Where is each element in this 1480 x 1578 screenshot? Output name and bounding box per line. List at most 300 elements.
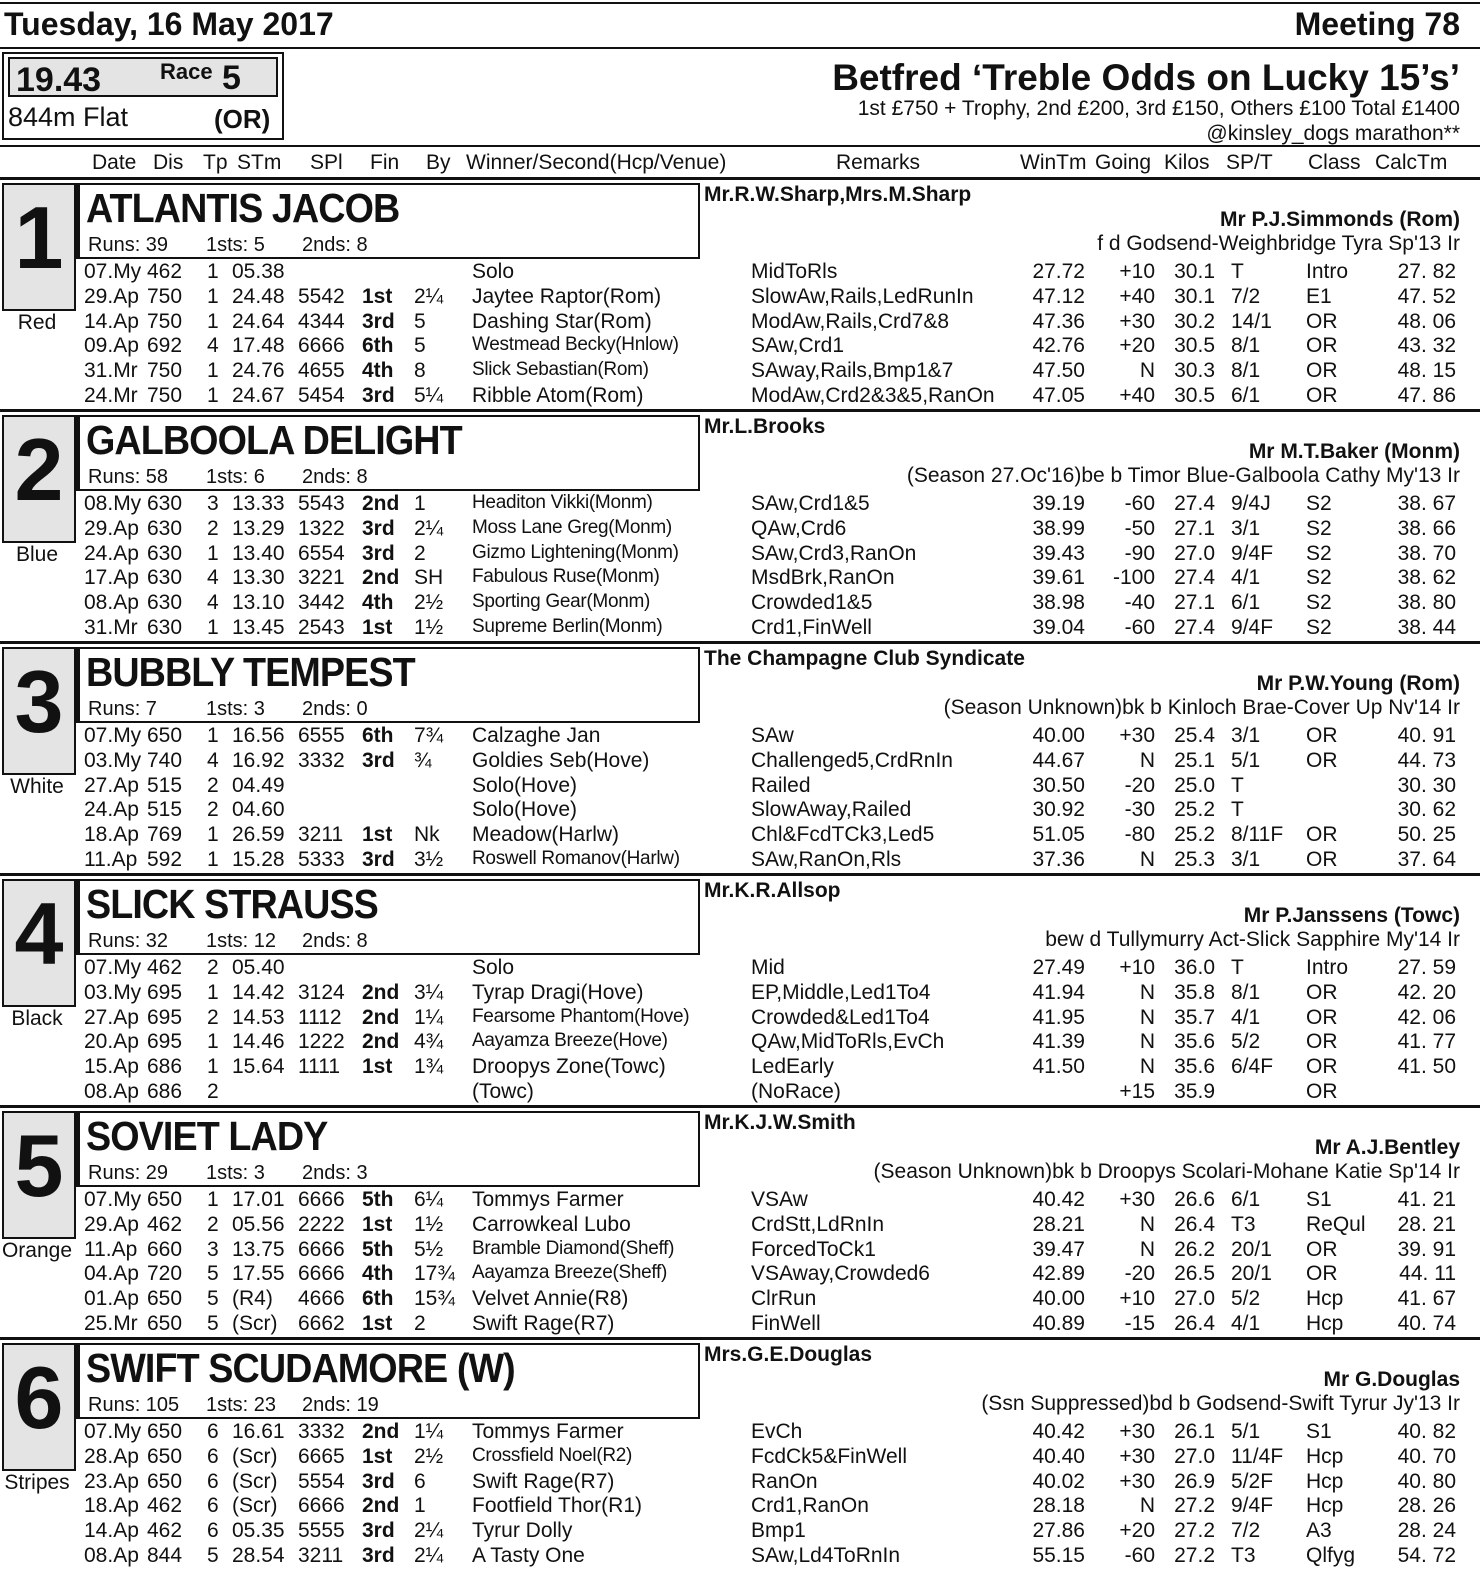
form-row (0, 1006, 1480, 1031)
form-sectional: 16.56 (232, 724, 285, 747)
form-wintime: 40.00 (1032, 1287, 1085, 1311)
form-date: 25.Mr (84, 1312, 138, 1335)
form-going: -40 (1124, 591, 1155, 615)
form-sectional: (R4) (232, 1287, 273, 1311)
form-split: 3332 (298, 748, 345, 772)
form-wintime: 51.05 (1032, 823, 1085, 847)
col-class: Class (1308, 151, 1361, 174)
runner-breeding: (Season 27.Oc'16)be b Timor Blue-Galboola Cathy My'13 Ir (906, 464, 1460, 487)
form-kilos: 25.1 (1174, 748, 1215, 772)
form-by: 17¾ (414, 1262, 455, 1286)
form-going: N (1139, 1237, 1155, 1261)
form-date: 18.Ap (84, 823, 139, 847)
form-kilos: 27.0 (1174, 1287, 1215, 1311)
race-time-box (8, 57, 278, 97)
form-by: 2¼ (414, 516, 444, 540)
top-rule (0, 2, 1480, 4)
form-remarks: Crowded&Led1To4 (751, 1005, 930, 1029)
form-class: Hcp (1306, 1494, 1344, 1518)
form-class: OR (1306, 309, 1338, 333)
form-calctime: 38. 44 (1397, 616, 1456, 639)
col-spt: SP/T (1226, 151, 1273, 174)
runner-seconds: 2nds: 3 (302, 1162, 368, 1184)
form-going: -80 (1124, 823, 1155, 847)
form-remarks: SAw,Ld4ToRnIn (751, 1544, 901, 1567)
form-row (0, 542, 1480, 567)
form-trap: 2 (207, 1212, 219, 1236)
form-row (0, 848, 1480, 873)
form-distance: 630 (147, 492, 183, 515)
form-kilos: 27.4 (1174, 616, 1215, 639)
form-sp: T (1231, 798, 1244, 822)
col-fin: Fin (370, 151, 400, 174)
form-row (0, 1055, 1480, 1080)
form-going: -20 (1124, 773, 1155, 797)
form-kilos: 30.1 (1174, 260, 1215, 283)
form-by: 2¼ (414, 284, 444, 308)
form-class: A3 (1306, 1519, 1332, 1543)
form-finish: 1st (362, 1444, 393, 1468)
runner-name-box (76, 183, 700, 259)
form-wintime: 41.94 (1032, 980, 1085, 1004)
form-remarks: FcdCk5&FinWell (751, 1444, 907, 1468)
form-wintime: 44.67 (1032, 748, 1085, 772)
form-date: 08.Ap (84, 1080, 139, 1103)
form-wintime: 28.18 (1032, 1494, 1085, 1518)
form-distance: 686 (147, 1055, 183, 1079)
form-kilos: 30.5 (1174, 334, 1215, 358)
form-sectional: 14.46 (232, 1030, 285, 1054)
form-date: 29.Ap (84, 1212, 139, 1236)
form-remarks: ClrRun (751, 1287, 817, 1311)
form-winner: Aayamza Breeze(Sheff) (472, 1262, 668, 1284)
form-kilos: 35.6 (1174, 1030, 1215, 1054)
form-sp: 5/2 (1231, 1287, 1261, 1311)
form-remarks: SAw (751, 724, 794, 747)
form-finish: 3rd (362, 1544, 395, 1567)
form-date: 31.Mr (84, 359, 138, 383)
form-wintime: 40.02 (1032, 1469, 1085, 1493)
form-going: -60 (1124, 492, 1155, 515)
form-wintime: 38.98 (1032, 591, 1085, 615)
form-wintime: 28.21 (1032, 1212, 1085, 1236)
runner-name: BUBBLY TEMPEST (86, 649, 415, 695)
form-calctime: 38. 70 (1397, 541, 1456, 565)
form-sectional: 04.60 (232, 798, 285, 822)
runner-trainer: Mr A.J.Bentley (1314, 1136, 1460, 1159)
form-winner: Gizmo Lightening(Monm) (472, 541, 679, 563)
form-sp: 8/1 (1231, 334, 1261, 358)
form-going: N (1139, 848, 1155, 871)
form-sp: 8/11F (1231, 823, 1284, 847)
form-kilos: 30.5 (1174, 384, 1215, 407)
form-sectional: 14.53 (232, 1005, 285, 1029)
runner-breeding: (Ssn Suppressed)bd b Godsend-Swift Tyrur Jy'13 Ir (981, 1392, 1460, 1415)
race-sponsor: @kinsley_dogs marathon** (1206, 122, 1460, 145)
form-distance: 592 (147, 848, 183, 871)
col-tp: Tp (203, 151, 228, 174)
form-class: OR (1306, 848, 1338, 871)
form-winner: Crossfield Noel(R2) (472, 1444, 633, 1466)
form-class: E1 (1306, 284, 1332, 308)
form-going: N (1139, 1212, 1155, 1236)
header-rule (0, 47, 1480, 49)
form-split: 3442 (298, 591, 345, 615)
form-remarks: SAw,RanOn,Rls (751, 848, 902, 871)
form-sp: T (1231, 956, 1244, 979)
trap-number: 6 (14, 1348, 64, 1447)
form-winner: Calzaghe Jan (472, 724, 601, 747)
runner-name-box (76, 647, 700, 723)
form-kilos: 25.2 (1174, 798, 1215, 822)
form-date: 07.My (84, 1188, 142, 1211)
form-sp: T (1231, 773, 1244, 797)
form-trap: 1 (207, 359, 219, 383)
form-row (0, 1519, 1480, 1544)
form-going: -90 (1124, 541, 1155, 565)
form-wintime: 39.04 (1032, 616, 1085, 639)
form-sp: 5/2F (1231, 1469, 1274, 1493)
form-row (0, 1262, 1480, 1287)
form-trap: 2 (207, 798, 219, 822)
form-calctime: 41. 67 (1397, 1287, 1456, 1311)
form-split: 3221 (298, 566, 345, 590)
form-calctime: 41. 50 (1397, 1055, 1456, 1079)
runner-runs: Runs: 39 (88, 234, 169, 256)
form-trap: 2 (207, 516, 219, 540)
form-going: +30 (1119, 1188, 1155, 1211)
form-kilos: 27.0 (1174, 1444, 1215, 1468)
form-wintime: 37.36 (1032, 848, 1085, 871)
form-date: 24.Mr (84, 384, 138, 407)
form-calctime: 43. 32 (1397, 334, 1456, 358)
form-class: OR (1306, 1237, 1338, 1261)
trap-colour: Orange (1, 1239, 73, 1262)
form-winner: Solo (472, 260, 515, 283)
form-trap: 1 (207, 284, 219, 308)
form-calctime: 38. 66 (1397, 516, 1456, 540)
form-remarks: ForcedToCk1 (751, 1237, 876, 1261)
form-distance: 515 (147, 798, 183, 822)
form-row (0, 774, 1480, 799)
form-finish: 6th (362, 724, 394, 747)
runner-owner: Mr.K.R.Allsop (704, 879, 841, 902)
form-distance: 650 (147, 724, 183, 747)
form-trap: 6 (207, 1469, 219, 1493)
form-winner: Jaytee Raptor(Rom) (472, 284, 662, 308)
trap-colour: White (10, 775, 64, 798)
form-wintime: 40.89 (1032, 1312, 1085, 1335)
form-sectional: 13.10 (232, 591, 285, 615)
runner-firsts: 1sts: 23 (206, 1394, 277, 1416)
runner-block (0, 1340, 1480, 1568)
form-split: 5555 (298, 1519, 345, 1543)
form-wintime: 39.43 (1032, 541, 1085, 565)
col-wintm: WinTm (1020, 151, 1087, 174)
form-kilos: 25.2 (1174, 823, 1215, 847)
form-sectional: 13.33 (232, 492, 285, 515)
trap-number: 4 (14, 884, 64, 983)
form-split: 6666 (298, 1262, 345, 1286)
form-finish: 1st (362, 1212, 393, 1236)
form-wintime: 47.12 (1032, 284, 1085, 308)
form-remarks: SAw,Crd1 (751, 334, 844, 358)
form-row (0, 749, 1480, 774)
runner-owner: Mr.L.Brooks (704, 415, 826, 438)
form-trap: 4 (207, 566, 219, 590)
form-class: OR (1306, 359, 1338, 383)
form-finish: 5th (362, 1188, 394, 1211)
form-winner: Sporting Gear(Monm) (472, 591, 651, 613)
form-by: 1¾ (414, 1055, 444, 1079)
form-row (0, 492, 1480, 517)
col-stm: STm (237, 151, 282, 174)
trap-colour: Black (11, 1007, 63, 1030)
form-finish: 5th (362, 1237, 394, 1261)
form-trap: 6 (207, 1519, 219, 1543)
form-calctime: 41. 21 (1397, 1188, 1456, 1211)
form-by: 5 (414, 309, 426, 333)
form-winner: Roswell Romanov(Harlw) (472, 848, 680, 869)
form-kilos: 27.2 (1174, 1494, 1215, 1518)
form-remarks: ModAw,Rails,Crd7&8 (751, 309, 950, 333)
form-kilos: 27.2 (1174, 1519, 1215, 1543)
form-winner: Slick Sebastian(Rom) (472, 359, 649, 381)
form-winner: Headiton Vikki(Monm) (472, 492, 653, 513)
form-finish: 2nd (362, 566, 400, 590)
form-sp: 3/1 (1231, 516, 1261, 540)
form-trap: 1 (207, 1055, 219, 1079)
form-sp: T3 (1231, 1544, 1256, 1567)
form-row (0, 956, 1480, 981)
form-row (0, 1238, 1480, 1263)
form-sectional: 13.75 (232, 1237, 285, 1261)
form-sp: 4/1 (1231, 1312, 1261, 1335)
form-trap: 1 (207, 1188, 219, 1211)
runner-block (0, 1108, 1480, 1336)
form-going: +10 (1119, 956, 1155, 979)
form-distance: 630 (147, 591, 183, 615)
form-row (0, 566, 1480, 591)
form-finish: 1st (362, 823, 393, 847)
form-kilos: 25.3 (1174, 848, 1215, 871)
form-row (0, 517, 1480, 542)
form-distance: 515 (147, 773, 183, 797)
form-row (0, 1445, 1480, 1470)
form-distance: 650 (147, 1188, 183, 1211)
form-class: OR (1306, 1055, 1338, 1079)
runner-firsts: 1sts: 6 (206, 466, 265, 488)
form-wintime: 27.72 (1032, 260, 1085, 283)
form-class: OR (1306, 823, 1338, 847)
form-split: 1111 (298, 1055, 341, 1079)
form-kilos: 30.2 (1174, 309, 1215, 333)
form-trap: 3 (207, 492, 219, 515)
form-trap: 6 (207, 1420, 219, 1443)
form-calctime: 40. 91 (1397, 724, 1456, 747)
form-trap: 1 (207, 848, 219, 871)
form-class: OR (1306, 1005, 1338, 1029)
form-winner: Solo(Hove) (472, 798, 578, 822)
form-class: Qlfyg (1306, 1544, 1356, 1567)
form-date: 17.Ap (84, 566, 139, 590)
runner-name-box (76, 1343, 700, 1419)
form-trap: 4 (207, 591, 219, 615)
form-split: 5333 (298, 848, 345, 871)
form-sp: 4/1 (1231, 566, 1261, 590)
form-sp: 11/4F (1231, 1444, 1284, 1468)
form-going: N (1139, 1005, 1155, 1029)
form-distance: 720 (147, 1262, 183, 1286)
form-going: -60 (1124, 1544, 1155, 1567)
form-remarks: RanOn (751, 1469, 818, 1493)
form-by: 7¾ (414, 724, 444, 747)
form-wintime: 41.39 (1032, 1030, 1085, 1054)
form-wintime: 40.42 (1032, 1188, 1085, 1211)
form-winner: Goldies Seb(Hove) (472, 748, 650, 772)
form-split: 6666 (298, 1237, 345, 1261)
form-sp: 9/4F (1231, 616, 1274, 639)
form-trap: 1 (207, 616, 219, 639)
form-going: -60 (1124, 616, 1155, 639)
runner-block (0, 876, 1480, 1104)
form-sectional: 05.40 (232, 956, 285, 979)
form-sp: 6/4F (1231, 1055, 1274, 1079)
runner-name-box (76, 879, 700, 955)
form-calctime: 50. 25 (1397, 823, 1456, 847)
form-kilos: 25.4 (1174, 724, 1215, 747)
form-class: OR (1306, 1030, 1338, 1054)
form-class: Hcp (1306, 1287, 1344, 1311)
form-row (0, 1420, 1480, 1445)
form-trap: 6 (207, 1444, 219, 1468)
form-going: +10 (1119, 1287, 1155, 1311)
form-class: OR (1306, 384, 1338, 407)
form-calctime: 27. 59 (1397, 956, 1456, 979)
form-split: 4666 (298, 1287, 345, 1311)
col-kilos: Kilos (1164, 151, 1210, 174)
form-winner: Tommys Farmer (472, 1420, 624, 1443)
form-winner: Tyrur Dolly (472, 1519, 573, 1543)
form-class: OR (1306, 334, 1338, 358)
form-remarks: EP,Middle,Led1To4 (751, 980, 931, 1004)
form-finish: 3rd (362, 384, 395, 407)
form-calctime: 39. 91 (1397, 1237, 1456, 1261)
form-sectional: 13.29 (232, 516, 285, 540)
form-kilos: 26.9 (1174, 1469, 1215, 1493)
form-calctime: 44. 11 (1399, 1262, 1456, 1286)
form-going: +30 (1119, 1444, 1155, 1468)
runner-name: ATLANTIS JACOB (86, 185, 400, 231)
form-sectional: 13.40 (232, 541, 285, 565)
form-finish: 3rd (362, 1469, 395, 1493)
form-calctime: 44. 73 (1397, 748, 1456, 772)
form-distance: 695 (147, 1005, 183, 1029)
form-wintime: 30.50 (1032, 773, 1085, 797)
form-date: 24.Ap (84, 798, 139, 822)
form-remarks: Chl&FcdTCk3,Led5 (751, 823, 935, 847)
form-winner: Westmead Becky(Hnlow) (472, 334, 679, 356)
form-kilos: 27.1 (1174, 516, 1215, 540)
form-going: +10 (1119, 260, 1155, 283)
form-distance: 650 (147, 1312, 183, 1335)
runner-firsts: 1sts: 5 (206, 234, 265, 256)
form-by: 8 (414, 359, 426, 383)
trap-colour: Stripes (4, 1471, 70, 1494)
form-wintime: 39.19 (1032, 492, 1085, 515)
form-sectional: 24.64 (232, 309, 285, 333)
form-date: 03.My (84, 748, 142, 772)
runner-firsts: 1sts: 3 (206, 698, 265, 720)
form-class: S2 (1306, 566, 1332, 590)
form-by: 2 (414, 1312, 426, 1335)
form-trap: 1 (207, 309, 219, 333)
form-date: 07.My (84, 1420, 142, 1443)
runner-runs: Runs: 29 (88, 1162, 169, 1184)
form-going: +20 (1119, 334, 1155, 358)
trap-number: 2 (14, 420, 64, 519)
form-sectional: 16.61 (232, 1420, 285, 1443)
form-kilos: 27.4 (1174, 492, 1215, 515)
form-trap: 6 (207, 1494, 219, 1518)
form-calctime: 47. 86 (1397, 384, 1456, 407)
form-date: 09.Ap (84, 334, 139, 358)
form-remarks: Challenged5,CrdRnIn (751, 748, 953, 772)
form-class: Hcp (1306, 1444, 1344, 1468)
runner-owner: Mr.K.J.W.Smith (704, 1111, 856, 1134)
form-distance: 695 (147, 1030, 183, 1054)
form-row (0, 798, 1480, 823)
form-winner: Footfield Thor(R1) (472, 1494, 643, 1518)
form-calctime: 40. 74 (1397, 1312, 1456, 1335)
form-wintime: 47.50 (1032, 359, 1085, 383)
trap-number: 5 (14, 1116, 64, 1215)
form-kilos: 26.4 (1174, 1312, 1215, 1335)
form-class: S1 (1306, 1188, 1332, 1211)
form-winner: Swift Rage(R7) (472, 1312, 615, 1335)
form-date: 11.Ap (84, 848, 138, 871)
form-sp: 6/1 (1231, 1188, 1261, 1211)
form-winner: Supreme Berlin(Monm) (472, 616, 663, 637)
form-trap: 2 (207, 1005, 219, 1029)
form-remarks: SlowAway,Railed (751, 798, 912, 822)
form-by: ¾ (414, 748, 432, 772)
form-finish: 1st (362, 284, 393, 308)
form-winner: (Towc) (472, 1080, 534, 1103)
form-sectional: 24.76 (232, 359, 285, 383)
form-trap: 5 (207, 1287, 219, 1311)
form-by: 1 (414, 492, 426, 515)
form-calctime: 28. 24 (1397, 1519, 1456, 1543)
form-wintime: 42.76 (1032, 334, 1085, 358)
form-winner: Velvet Annie(R8) (472, 1287, 629, 1311)
form-row (0, 260, 1480, 285)
form-kilos: 26.5 (1174, 1262, 1215, 1286)
form-split: 6665 (298, 1444, 345, 1468)
race-title: Betfred ‘Treble Odds on Lucky 15’s’ (832, 57, 1460, 98)
form-date: 08.My (84, 492, 142, 515)
form-distance: 750 (147, 284, 183, 308)
runner-runs: Runs: 105 (88, 1394, 180, 1416)
form-sp: 6/1 (1231, 591, 1261, 615)
runner-name-box (76, 1111, 700, 1187)
race-prizes: 1st £750 + Trophy, 2nd £200, 3rd £150, Others £100 Total £1400 (857, 97, 1460, 120)
form-winner: Droopys Zone(Towc) (472, 1055, 666, 1079)
col-spl: SPl (310, 151, 343, 174)
form-calctime: 42. 20 (1397, 980, 1456, 1004)
form-kilos: 27.1 (1174, 591, 1215, 615)
runner-name: SWIFT SCUDAMORE (W) (86, 1345, 515, 1391)
